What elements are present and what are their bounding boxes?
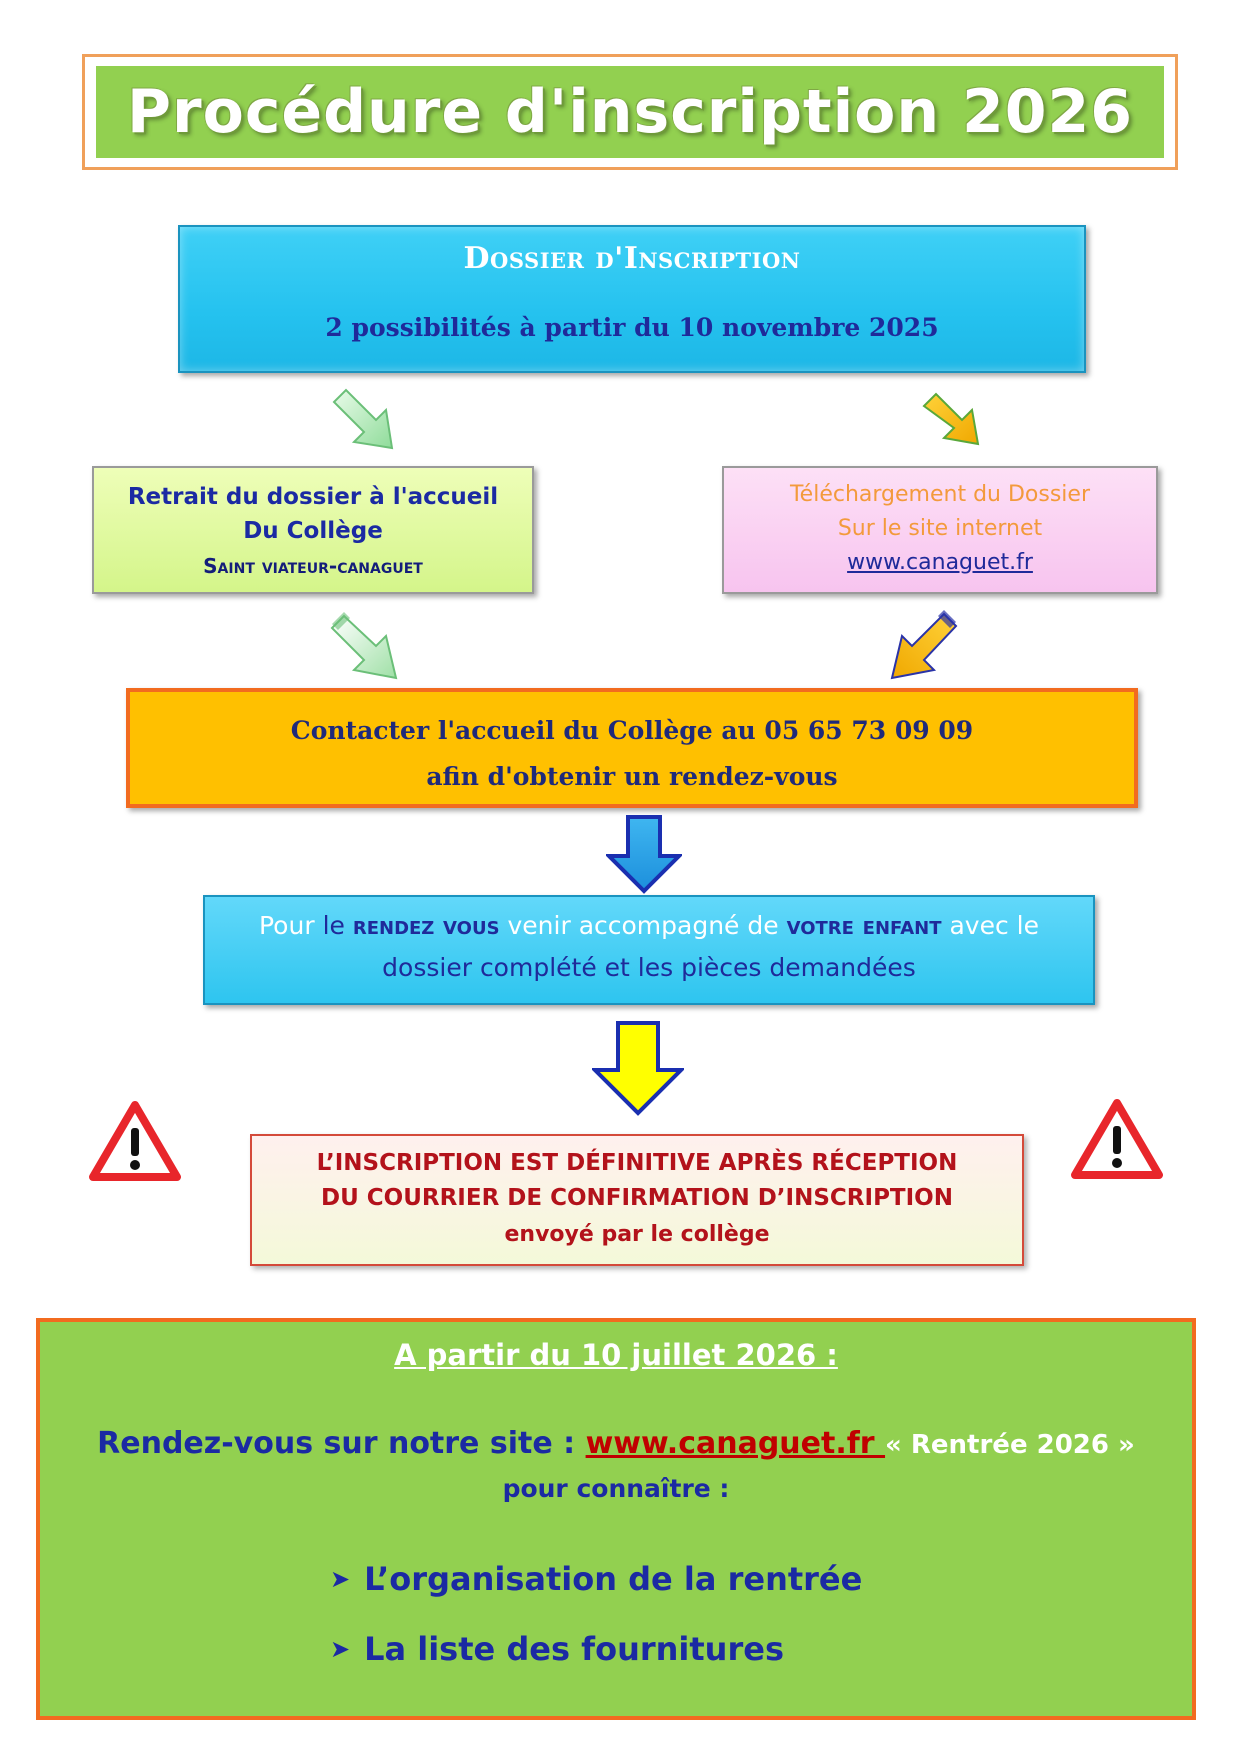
info-connaitre: pour connaître : bbox=[502, 1474, 730, 1503]
rdv-text-6: avec le bbox=[941, 911, 1039, 940]
retrait-line3: Saint viateur-canaguet bbox=[203, 554, 423, 578]
retrait-line2: Du Collège bbox=[243, 518, 383, 544]
rdv-text-4: venir accompagné de bbox=[499, 911, 787, 940]
dossier-box bbox=[178, 225, 1086, 373]
warning-box bbox=[250, 1134, 1024, 1266]
list-item-label: L’organisation de la rentrée bbox=[364, 1560, 863, 1598]
telechargement-line2: Sur le site internet bbox=[837, 516, 1043, 541]
arrow-down-yellow-icon bbox=[592, 1020, 684, 1116]
retrait-line1: Retrait du dossier à l'accueil bbox=[127, 484, 499, 510]
arrow-down-right-orange-icon bbox=[920, 386, 990, 456]
info-heading: A partir du 10 juillet 2026 : bbox=[394, 1338, 838, 1372]
title-banner bbox=[96, 66, 1164, 158]
warning-line3: envoyé par le collège bbox=[504, 1222, 770, 1247]
chevron-right-icon: ➤ bbox=[330, 1635, 351, 1663]
rdv-text-5: votre enfant bbox=[786, 911, 942, 940]
rdv-line1 bbox=[205, 911, 1093, 940]
retrait-box bbox=[92, 466, 534, 594]
site-link[interactable]: www.canaguet.fr bbox=[585, 1426, 886, 1461]
info-site-line bbox=[40, 1426, 1192, 1461]
arrow-down-blue-icon bbox=[606, 814, 682, 894]
list-item bbox=[330, 1560, 862, 1598]
telechargement-box bbox=[722, 466, 1158, 594]
rendez-vous-box bbox=[203, 895, 1095, 1005]
list-item bbox=[330, 1630, 784, 1668]
warning-line2: DU COURRIER DE CONFIRMATION D’INSCRIPTION bbox=[321, 1185, 953, 1211]
rdv-text-3: rendez vous bbox=[352, 911, 500, 940]
telechargement-link[interactable]: www.canaguet.fr bbox=[847, 550, 1033, 575]
arrow-down-right-green-icon bbox=[326, 606, 406, 684]
page-title: Procédure d'inscription 2026 bbox=[127, 77, 1133, 147]
contact-line1: Contacter l'accueil du Collège au 05 65 73 09 09 bbox=[290, 716, 974, 745]
rdv-line2: dossier complété et les pièces demandées bbox=[382, 953, 916, 982]
chevron-right-icon: ➤ bbox=[330, 1565, 351, 1593]
list-item-label: La liste des fournitures bbox=[364, 1630, 784, 1668]
site-prefix: Rendez-vous sur notre site : bbox=[97, 1426, 586, 1461]
rdv-text-1: Pour bbox=[259, 911, 323, 940]
site-suffix: « Rentrée 2026 » bbox=[885, 1430, 1135, 1460]
dossier-title: Dossier d'Inscription bbox=[463, 241, 801, 276]
warning-triangle-icon bbox=[88, 1100, 182, 1186]
arrow-down-left-orange-icon bbox=[882, 604, 962, 684]
warning-triangle-icon bbox=[1070, 1098, 1164, 1184]
contact-line2: afin d'obtenir un rendez-vous bbox=[426, 762, 838, 791]
dossier-subtitle: 2 possibilités à partir du 10 novembre 2025 bbox=[325, 313, 939, 342]
warning-line1: L’INSCRIPTION EST DÉFINITIVE APRÈS RÉCEPTION bbox=[316, 1150, 958, 1176]
telechargement-line1: Téléchargement du Dossier bbox=[789, 482, 1090, 507]
contact-box bbox=[126, 688, 1138, 808]
info-box bbox=[36, 1318, 1196, 1720]
rdv-text-2: le bbox=[322, 911, 353, 940]
arrow-down-right-green-icon bbox=[330, 386, 400, 456]
